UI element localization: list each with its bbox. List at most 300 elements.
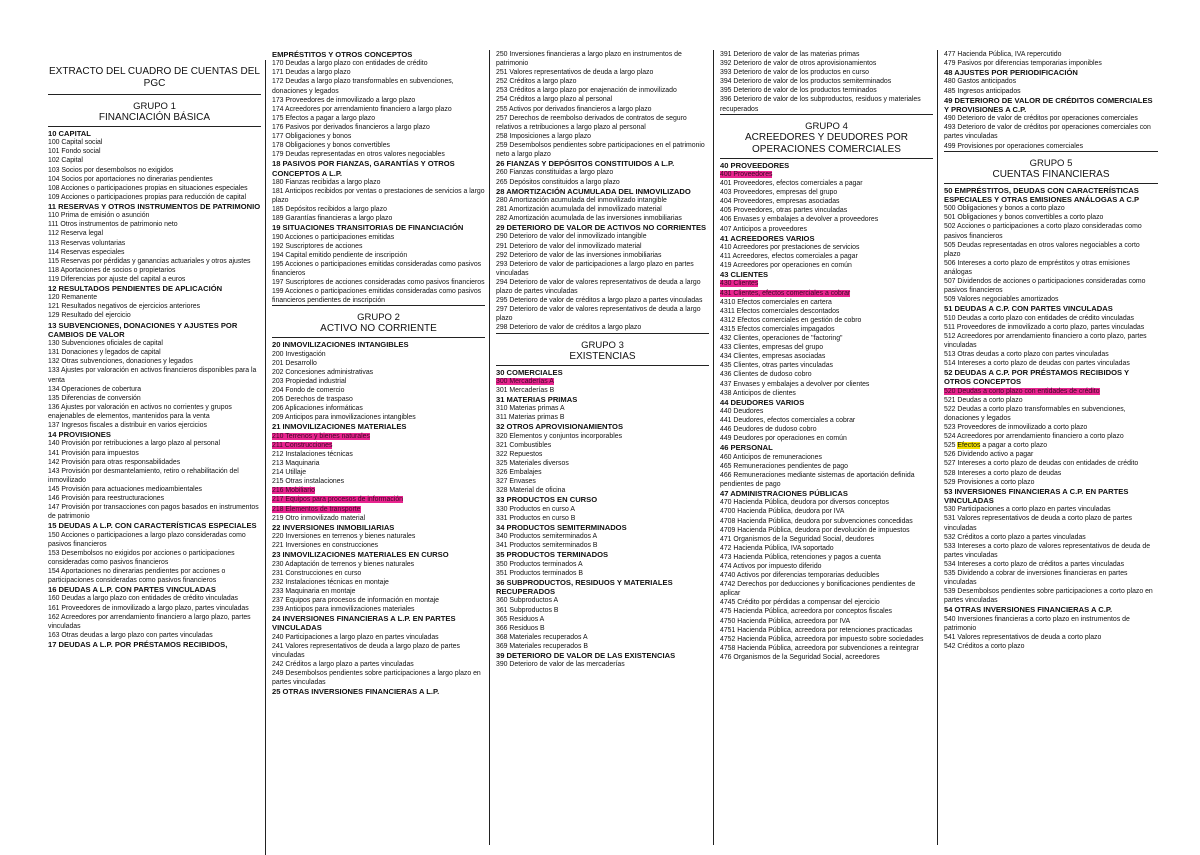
account-line: 4700 Hacienda Pública, deudora por IVA	[720, 508, 845, 516]
account-line: 321 Combustibles	[496, 441, 552, 449]
group-number: GRUPO 2	[357, 312, 400, 324]
account-line: 4745 Crédito por pérdidas a compensar del ejercicio	[720, 599, 880, 607]
column-1	[48, 60, 266, 855]
subgroup-heading: EMPRÉSTITOS Y OTROS CONCEPTOS	[272, 50, 413, 59]
account-line: 395 Deterioro de valor de los productos terminados	[720, 87, 877, 95]
account-line: 120 Remanente	[48, 294, 98, 302]
account-line: 328 Material de oficina	[496, 487, 566, 495]
account-line: 366 Residuos B	[496, 624, 545, 632]
subgroup-heading: 32 OTROS APROVISIONAMIENTOS	[496, 422, 624, 432]
highlight-mark: 400 Proveedores	[720, 170, 773, 178]
account-line: 137 Ingresos fiscales a distribuir en varios ejercicios	[48, 422, 207, 430]
subgroup-heading: 52 DEUDAS A C.P. POR PRÉSTAMOS RECIBIDOS Y OTROS CONCEPTOS	[944, 368, 1129, 387]
subgroup-heading: 25 OTRAS INVERSIONES FINANCIERAS A L.P.	[272, 687, 440, 697]
column-3	[496, 50, 714, 845]
account-line: 260 Fianzas constituidas a largo plazo	[496, 169, 614, 177]
account-line-highlighted	[496, 377, 709, 386]
account-line-highlighted	[720, 289, 933, 298]
account-line: 311 Materias primas B	[496, 414, 565, 422]
account-line: 253 Créditos a largo plazo por enajenación de inmovilizado	[496, 87, 677, 95]
subgroup-heading: 13 SUBVENCIONES, DONACIONES Y AJUSTES POR CAMBIOS DE VALOR	[48, 320, 238, 339]
account-line: 150 Acciones o participaciones a largo plazo consideradas como pasivos financieros	[48, 531, 246, 548]
account-line: 200 Investigación	[272, 350, 326, 358]
account-line: 368 Materiales recuperados A	[496, 633, 588, 641]
group-title: FINANCIACIÓN BÁSICA	[48, 112, 261, 127]
group-header	[272, 305, 485, 338]
account-line: 476 Organismos de la Seguridad Social, acreedores	[720, 653, 880, 661]
account-line: 147 Provisión por transacciones con pagos basados en instrumentos de patrimonio	[48, 504, 259, 521]
account-line: 204 Fondo de comercio	[272, 387, 345, 395]
account-line: 407 Anticipos a proveedores	[720, 225, 807, 233]
subgroup-heading: 14 PROVISIONES	[48, 430, 111, 440]
account-line: 393 Deterioro de valor de los productos en curso	[720, 69, 869, 77]
account-line: 531 Valores representativos de deuda a corto plazo de partes vinculadas	[944, 515, 1132, 532]
group-header	[720, 114, 933, 159]
subgroup-heading: 48 AJUSTES POR PERIODIFICACIÓN	[944, 68, 1078, 78]
account-line: 103 Socios por desembolsos no exigidos	[48, 166, 174, 174]
account-line: 490 Deterioro de valor de créditos por operaciones comerciales	[944, 115, 1138, 123]
account-line: 432 Clientes, operaciones de "factoring"	[720, 335, 843, 343]
account-line: 475 Hacienda Pública, acreedora por conceptos fiscales	[720, 608, 892, 616]
subgroup-heading: 51 DEUDAS A C.P. CON PARTES VINCULADAS	[944, 304, 1113, 314]
account-line: 301 Mercaderías B	[496, 386, 555, 394]
subgroup-heading: 26 FIANZAS Y DEPÓSITOS CONSTITUIDOS A L.P.	[496, 159, 675, 169]
account-line: 320 Elementos y conjuntos incorporables	[496, 432, 623, 440]
subgroup-heading: 40 PROVEEDORES	[720, 160, 790, 170]
highlight-mark: 300 Mercaderías A	[496, 377, 554, 385]
account-line: 4758 Hacienda Pública, acreedora por subvenciones a reintegrar	[720, 644, 919, 652]
account-line: 112 Reserva legal	[48, 230, 104, 238]
account-line: 485 Ingresos anticipados	[944, 87, 1021, 95]
account-line: 129 Resultado del ejercicio	[48, 312, 131, 320]
account-line: 114 Reservas especiales	[48, 248, 125, 256]
subgroup-heading: 20 INMOVILIZACIONES INTANGIBLES	[272, 340, 409, 350]
account-line: 331 Productos en curso B	[496, 514, 576, 522]
account-line: 237 Equipos para procesos de información en montaje	[272, 596, 440, 604]
account-line-highlighted	[944, 387, 1158, 396]
account-line: 390 Deterioro de valor de las mercaderías	[496, 661, 625, 669]
account-line: 405 Proveedores, otras partes vinculadas	[720, 207, 848, 215]
highlight-mark: 211 Construcciones	[272, 441, 333, 449]
account-line: 153 Desembolsos no exigidos por acciones o participaciones consideradas como pasivos financieros	[48, 549, 235, 566]
account-line: 231 Construcciones en curso	[272, 569, 362, 577]
account-line: 438 Anticipos de clientes	[720, 389, 796, 397]
account-line: 535 Dividendo a cobrar de inversiones financieras en partes vinculadas	[944, 570, 1128, 587]
account-line: 239 Anticipos para inmovilizaciones materiales	[272, 605, 415, 613]
account-line: 436 Clientes de dudoso cobro	[720, 371, 812, 379]
account-line: 369 Materiales recuperados B	[496, 642, 588, 650]
account-line: 533 Intereses a corto plazo de valores representativos de deuda de partes vinculadas	[944, 542, 1151, 559]
subgroup-heading: 16 DEUDAS A L.P. CON PARTES VINCULADAS	[48, 585, 216, 595]
account-line: 108 Acciones o participaciones propias en situaciones especiales	[48, 184, 248, 192]
account-line: 205 Derechos de traspaso	[272, 396, 353, 404]
account-line: 110 Prima de emisión o asunción	[48, 212, 150, 220]
account-line: 259 Desembolsos pendientes sobre participaciones en el patrimonio neto a largo plazo	[496, 141, 705, 159]
account-line: 202 Concesiones administrativas	[272, 368, 374, 376]
subgroup-heading: 41 ACREEDORES VARIOS	[720, 233, 815, 243]
account-line: 178 Obligaciones y bonos convertibles	[272, 142, 390, 150]
account-line: 4310 Efectos comerciales en cartera	[720, 298, 832, 306]
account-line: 391 Deterioro de valor de las materias primas	[720, 51, 860, 58]
account-line: 255 Activos por derivados financieros a largo plazo	[496, 105, 652, 113]
subgroup-heading: 12 RESULTADOS PENDIENTES DE APLICACIÓN	[48, 284, 223, 293]
account-line: 403 Proveedores, empresas del grupo	[720, 189, 838, 197]
account-line: 505 Deudas representadas en otros valores negociables a corto plazo	[944, 241, 1140, 258]
account-line: 401 Proveedores, efectos comerciales a pagar	[720, 180, 863, 188]
account-line: 132 Otras subvenciones, donaciones y legados	[48, 358, 193, 366]
subgroup-heading: 24 INVERSIONES FINANCIERAS A L.P. EN PARTES VINCULADAS	[272, 614, 456, 633]
account-line: 471 Organismos de la Seguridad Social, deudores	[720, 535, 874, 543]
account-line: 250 Inversiones financieras a largo plazo en instrumentos de patrimonio	[496, 51, 682, 68]
account-line: 115 Reservas por pérdidas y ganancias actuariales y otros ajustes	[48, 257, 251, 265]
subgroup-heading: 19 SITUACIONES TRANSITORIAS DE FINANCIACIÓN	[272, 223, 464, 233]
account-line: 474 Activos por impuesto diferido	[720, 563, 822, 570]
account-line: 179 Deudas representadas en otros valores negociables	[272, 151, 445, 159]
group-number: GRUPO 5	[1029, 157, 1073, 169]
account-line: 394 Deterioro de valor de los productos semiterminados	[720, 78, 892, 86]
account-line: 502 Acciones o participaciones a corto plazo consideradas como pasivos financieros	[944, 223, 1142, 240]
account-line: 4752 Hacienda Pública, acreedora por impuesto sobre sociedades	[720, 635, 924, 643]
account-line: 173 Proveedores de inmovilizado a largo plazo	[272, 96, 416, 104]
account-line: 214 Utillaje	[272, 469, 307, 477]
account-line: 241 Valores representativos de deuda a largo plazo de partes vinculadas	[272, 642, 460, 659]
account-line: 539 Desembolsos pendientes sobre participaciones a corto plazo en partes vinculadas	[944, 588, 1153, 605]
account-line: 437 Envases y embalajes a devolver por clientes	[720, 380, 870, 388]
group-title: CUENTAS FINANCIERAS	[944, 169, 1158, 184]
account-line: 4740 Activos por diferencias temporarias deducibles	[720, 572, 880, 580]
account-line: 118 Aportaciones de socios o propietarios	[48, 266, 176, 274]
account-line: 435 Clientes, otras partes vinculadas	[720, 362, 833, 370]
account-line: 512 Acreedores por arrendamiento financiero a corto plazo, partes vinculadas	[944, 332, 1147, 349]
account-line: 529 Provisiones a corto plazo	[944, 478, 1035, 486]
account-line: 100 Capital social	[48, 139, 103, 147]
group-title: ACREEDORES Y DEUDORES POR OPERACIONES COMERCIALES	[720, 132, 933, 159]
account-line: 509 Valores negociables amortizados	[944, 296, 1059, 304]
account-line: 176 Pasivos por derivados financieros a largo plazo	[272, 123, 430, 131]
account-line: 540 Inversiones financieras a corto plazo en instrumentos de patrimonio	[944, 615, 1130, 632]
account-line: 209 Anticipos para inmovilizaciones intangibles	[272, 414, 416, 422]
account-line: 135 Diferencias de conversión	[48, 394, 141, 402]
account-line: 524 Acreedores por arrendamiento financiero a corto plazo	[944, 433, 1124, 441]
account-line: 365 Residuos A	[496, 615, 545, 623]
account-line: 441 Deudores, efectos comerciales a cobrar	[720, 417, 856, 425]
subgroup-heading: 39 DETERIORO DE VALOR DE LAS EXISTENCIAS	[496, 651, 676, 661]
account-line: 404 Proveedores, empresas asociadas	[720, 198, 840, 206]
account-line: 233 Maquinaria en montaje	[272, 587, 356, 595]
account-line: 240 Participaciones a largo plazo en partes vinculadas	[272, 633, 439, 641]
subgroup-heading: 36 SUBPRODUCTOS, RESIDUOS Y MATERIALES RECUPERADOS	[496, 577, 673, 597]
account-line: 215 Otras instalaciones	[272, 478, 345, 486]
document-title: EXTRACTO DEL CUADRO DE CUENTAS DEL PGC	[49, 66, 260, 89]
account-line: 141 Provisión para impuestos	[48, 449, 139, 457]
account-line: 189 Garantías financieras a largo plazo	[272, 215, 393, 223]
account-line: 327 Envases	[496, 478, 536, 486]
subgroup-heading: 43 CLIENTES	[720, 270, 769, 280]
account-line: 252 Créditos a largo plazo	[496, 78, 577, 86]
account-line: 4709 Hacienda Pública, deudora por devolución de impuestos	[720, 526, 910, 534]
account-line: 121 Resultados negativos de ejercicios anteriores	[48, 303, 201, 311]
subgroup-heading: 21 INMOVILIZACIONES MATERIALES	[272, 422, 407, 432]
account-line: 212 Instalaciones técnicas	[272, 450, 353, 458]
account-line: 526 Dividendo activo a pagar	[944, 451, 1034, 459]
account-line: 134 Operaciones de cobertura	[48, 385, 142, 393]
account-line: 254 Créditos a largo plazo al personal	[496, 96, 613, 104]
account-line: 4751 Hacienda Pública, acreedora por retenciones practicadas	[720, 626, 913, 634]
highlight-mark: 520 Deudas a corto plazo con entidades de crédito	[944, 387, 1100, 395]
account-line: 4312 Efectos comerciales en gestión de cobro	[720, 316, 862, 324]
account-line: 171 Deudas a largo plazo	[272, 69, 351, 77]
subgroup-heading: 46 PERSONAL	[720, 443, 773, 453]
group-header	[496, 333, 709, 366]
account-line: 4315 Efectos comerciales impagados	[720, 325, 835, 333]
account-line: 411 Acreedores, efectos comerciales a pagar	[720, 253, 858, 260]
subgroup-heading: 34 PRODUCTOS SEMITERMINADOS	[496, 522, 627, 532]
account-line: 527 Intereses a corto plazo de deudas con entidades de crédito	[944, 460, 1139, 468]
account-line-highlighted	[720, 279, 933, 288]
subgroup-heading: 49 DETERIORO DE VALOR DE CRÉDITOS COMERCIALES Y PROVISIONES A C.P.	[944, 95, 1153, 114]
account-line: 102 Capital	[48, 157, 83, 165]
account-line: 477 Hacienda Pública, IVA repercutido	[944, 51, 1062, 58]
account-line: 249 Desembolsos pendientes sobre participaciones a largo plazo en partes vinculadas	[272, 670, 481, 687]
account-line: 522 Deudas a corto plazo transformables en subvenciones, donaciones y legados	[944, 405, 1126, 422]
account-line: 325 Materiales diversos	[496, 460, 569, 468]
account-line: 104 Socios por aportaciones no dinerarias pendientes	[48, 175, 213, 183]
account-line: 242 Créditos a largo plazo a partes vinculadas	[272, 660, 414, 668]
account-line: 131 Donaciones y legados de capital	[48, 349, 161, 357]
subgroup-heading: 17 DEUDAS A L.P. POR PRÉSTAMOS RECIBIDOS,	[48, 639, 228, 649]
account-line: 174 Acreedores por arrendamiento financiero a largo plazo	[272, 105, 452, 113]
account-line: 145 Provisión para actuaciones medioambientales	[48, 485, 202, 493]
account-line: 514 Intereses a corto plazo de deudas con partes vinculadas	[944, 360, 1130, 368]
subgroup-heading: 33 PRODUCTOS EN CURSO	[496, 495, 598, 505]
account-line-highlighted	[720, 170, 933, 179]
account-line-highlighted	[272, 486, 485, 495]
subgroup-heading: 29 DETERIORO DE VALOR DE ACTIVOS NO CORRIENTES	[496, 223, 707, 233]
subgroup-heading: 44 DEUDORES VARIOS	[720, 397, 805, 407]
subgroup-heading: 28 AMORTIZACIÓN ACUMULADA DEL INMOVILIZADO	[496, 186, 691, 196]
account-line-highlighted	[272, 495, 485, 504]
account-line: 493 Deterioro de valor de créditos por operaciones comerciales con partes vinculadas	[944, 124, 1151, 141]
account-line: 501 Obligaciones y bonos convertibles a corto plazo	[944, 214, 1104, 222]
account-line: 213 Maquinaria	[272, 460, 320, 468]
account-line: 281 Amortización acumulada del inmovilizado material	[496, 206, 662, 213]
account-line: 523 Proveedores de inmovilizado a corto plazo	[944, 424, 1088, 432]
account-line: 170 Deudas a largo plazo con entidades de crédito	[272, 60, 428, 68]
account-line: 466 Remuneraciones mediante sistemas de aportación definida pendientes de pago	[720, 471, 915, 488]
account-line: 472 Hacienda Pública, IVA soportado	[720, 544, 834, 552]
account-line: 258 Imposiciones a largo plazo	[496, 132, 591, 140]
account-line: 298 Deterioro de valor de créditos a largo plazo	[496, 324, 642, 332]
group-header	[48, 94, 261, 127]
highlight-mark: 430 Clientes	[720, 280, 759, 288]
account-line: 4311 Efectos comerciales descontados	[720, 307, 840, 315]
highlight-mark: 217 Equipos para procesos de información	[272, 496, 404, 504]
account-line: 201 Desarrollo	[272, 359, 317, 367]
account-line: 109 Acciones o participaciones propias para reducción de capital	[48, 193, 247, 201]
account-line: 136 Ajustes por valoración en activos no corrientes y grupos enajenables de elementos, mantenidos para la venta	[48, 403, 232, 420]
account-text: a pagar a corto plazo	[980, 442, 1048, 450]
account-line: 154 Aportaciones no dinerarias pendientes por acciones o participaciones consideradas como pasivos financieros	[48, 567, 226, 585]
column-4	[720, 50, 938, 845]
account-line: 180 Fianzas recibidas a largo plazo	[272, 178, 381, 186]
account-line: 449 Deudores por operaciones en común	[720, 435, 847, 443]
account-line: 406 Envases y embalajes a devolver a proveedores	[720, 216, 879, 224]
account-line: 499 Provisiones por operaciones comerciales	[944, 142, 1084, 150]
account-line: 511 Proveedores de inmovilizado a corto plazo, partes vinculadas	[944, 323, 1145, 331]
account-line: 113 Reservas voluntarias	[48, 239, 126, 247]
subgroup-heading: 23 INMOVILIZACIONES MATERIALES EN CURSO	[272, 550, 449, 560]
account-line: 506 Intereses a corto plazo de empréstitos y otras emisiones análogas	[944, 259, 1130, 276]
account-line: 410 Acreedores por prestaciones de servicios	[720, 243, 860, 251]
account-line: 361 Subproductos B	[496, 606, 559, 614]
subgroup-heading: 18 PASIVOS POR FIANZAS, GARANTÍAS Y OTROS CONCEPTOS A L.P.	[272, 159, 455, 178]
account-line: 111 Otros instrumentos de patrimonio neto	[48, 221, 178, 229]
subgroup-heading: 15 DEUDAS A L.P. CON CARACTERÍSTICAS ESPECIALES	[48, 521, 257, 531]
account-line: 257 Derechos de reembolso derivados de contratos de seguro relativos a retribuciones a largo plazo al personal	[496, 114, 687, 131]
account-line: 360 Subproductos A	[496, 597, 559, 605]
group-title: EXISTENCIAS	[496, 351, 709, 366]
account-line: 294 Deterioro de valor de valores representativos de deuda a largo plazo de partes vinculadas	[496, 278, 701, 296]
account-line: 434 Clientes, empresas asociadas	[720, 353, 826, 361]
account-line: 195 Acciones o participaciones emitidas consideradas como pasivos financieros	[272, 260, 482, 278]
account-line: 351 Productos terminados B	[496, 569, 583, 577]
account-line: 230 Adaptación de terrenos y bienes naturales	[272, 560, 415, 568]
account-line: 293 Deterioro de valor de participaciones a largo plazo en partes vinculadas	[496, 260, 694, 277]
highlight-mark: 218 Elementos de transporte	[272, 505, 361, 513]
account-line: 133 Ajustes por valoración en activos financieros disponibles para la venta	[48, 367, 257, 384]
account-line-highlighted	[272, 432, 485, 441]
subgroup-heading: 11 RESERVAS Y OTROS INSTRUMENTOS DE PATRIMONIO	[48, 201, 261, 211]
account-line: 143 Provisión por desmantelamiento, retiro o rehabilitación del inmovilizado	[48, 467, 239, 484]
account-line: 232 Instalaciones técnicas en montaje	[272, 578, 389, 586]
account-line: 521 Deudas a corto plazo	[944, 396, 1023, 404]
account-text: 525	[944, 442, 958, 450]
account-line: 219 Otro inmovilizado material	[272, 514, 366, 522]
account-line: 142 Provisión para otras responsabilidades	[48, 458, 181, 466]
account-line: 194 Capital emitido pendiente de inscripción	[272, 251, 408, 259]
subgroup-heading: 35 PRODUCTOS TERMINADOS	[496, 550, 609, 560]
account-line: 322 Repuestos	[496, 450, 543, 458]
account-line: 330 Productos en curso A	[496, 505, 575, 513]
account-line-partial-highlight	[944, 441, 1158, 450]
account-line: 510 Deudas a corto plazo con entidades de crédito vinculadas	[944, 314, 1135, 322]
account-line: 532 Créditos a corto plazo a partes vinculadas	[944, 533, 1086, 541]
account-line: 396 Deterioro de valor de los subproductos, residuos y materiales recuperados	[720, 96, 921, 113]
group-header	[944, 151, 1158, 184]
account-line: 220 Inversiones en terrenos y bienes naturales	[272, 533, 416, 541]
column-5	[944, 50, 1162, 845]
subgroup-heading: 53 INVERSIONES FINANCIERAS A C.P. EN PARTES VINCULADAS	[944, 486, 1129, 506]
account-line: 310 Materias primas A	[496, 405, 565, 413]
group-number: GRUPO 3	[581, 339, 624, 351]
account-line: 221 Inversiones en construcciones	[272, 542, 379, 550]
subgroup-heading: 30 COMERCIALES	[496, 367, 563, 377]
account-line: 460 Anticipos de remuneraciones	[720, 453, 822, 461]
account-line-highlighted	[272, 505, 485, 514]
yellow-highlight-mark: Efectos	[957, 442, 981, 450]
account-line: 534 Intereses a corto plazo de créditos a partes vinculadas	[944, 560, 1125, 568]
account-line: 282 Amortización acumulada de las inversiones inmobiliarias	[496, 215, 682, 223]
account-line: 190 Acciones o participaciones emitidas	[272, 233, 395, 241]
account-line: 291 Deterioro de valor del inmovilizado material	[496, 242, 642, 250]
subgroup-heading: 22 INVERSIONES INMOBILIARIAS	[272, 522, 395, 532]
account-line: 440 Deudores	[720, 408, 764, 415]
account-line: 341 Productos semiterminados B	[496, 542, 598, 550]
account-line: 161 Proveedores de inmovilizado a largo plazo, partes vinculadas	[48, 604, 249, 612]
account-line: 290 Deterioro de valor del inmovilizado intangible	[496, 233, 647, 241]
account-line: 295 Deterioro de valor de créditos a largo plazo a partes vinculadas	[496, 297, 703, 305]
account-line: 541 Valores representativos de deuda a corto plazo	[944, 633, 1102, 641]
account-line: 473 Hacienda Pública, retenciones y pagos a cuenta	[720, 553, 881, 561]
group-number: GRUPO 1	[133, 101, 176, 112]
account-line-highlighted	[272, 441, 485, 450]
account-line: 251 Valores representativos de deuda a largo plazo	[496, 69, 654, 77]
account-line: 500 Obligaciones y bonos a corto plazo	[944, 205, 1065, 213]
account-line: 542 Créditos a corto plazo	[944, 642, 1025, 650]
account-line: 4708 Hacienda Pública, deudora por subvenciones concedidas	[720, 517, 913, 525]
account-line: 4742 Derechos por deducciones y bonificaciones pendientes de aplicar	[720, 581, 916, 598]
account-line: 479 Pasivos por diferencias temporarias imponibles	[944, 60, 1102, 68]
subgroup-heading: 31 MATERIAS PRIMAS	[496, 395, 578, 404]
subgroup-heading: 47 ADMINISTRACIONES PÚBLICAS	[720, 489, 848, 499]
account-line: 340 Productos semiterminados A	[496, 533, 598, 541]
account-line: 419 Acreedores por operaciones en común	[720, 262, 852, 270]
account-line: 297 Deterioro de valor de valores representativos de deuda a largo plazo	[496, 306, 701, 323]
account-line: 119 Diferencias por ajuste del capital a euros	[48, 275, 186, 283]
subgroup-heading: 54 OTRAS INVERSIONES FINANCIERAS A C.P.	[944, 605, 1113, 615]
account-line: 162 Acreedores por arrendamiento financiero a largo plazo, partes vinculadas	[48, 613, 251, 630]
highlight-mark: 216 Mobiliario	[272, 487, 315, 495]
account-line: 326 Embalajes	[496, 469, 542, 477]
account-line: 265 Depósitos constituidos a largo plazo	[496, 178, 620, 186]
group-number: GRUPO 4	[805, 120, 848, 132]
account-line: 163 Otras deudas a largo plazo con partes vinculadas	[48, 631, 213, 639]
account-line: 280 Amortización acumulada del inmovilizado intangible	[496, 196, 667, 204]
account-line: 192 Suscriptores de acciones	[272, 242, 363, 250]
account-line: 433 Clientes, empresas del grupo	[720, 344, 824, 352]
account-line: 197 Suscriptores de acciones consideradas como pasivos financieros	[272, 279, 485, 287]
account-line: 146 Provisión para reestructuraciones	[48, 494, 165, 502]
account-line: 528 Intereses a corto plazo de deudas	[944, 469, 1062, 477]
account-line: 160 Deudas a largo plazo con entidades de crédito vinculadas	[48, 595, 239, 603]
subgroup-heading: 50 EMPRÉSTITOS, DEUDAS CON CARACTERÍSTICAS ESPECIALES Y OTRAS EMISIONES ANÁLOGAS A C.P	[944, 185, 1140, 204]
account-line: 101 Fondo social	[48, 148, 101, 156]
account-line: 392 Deterioro de valor de otros aprovisionamientos	[720, 60, 877, 68]
account-line: 446 Deudores de dudoso cobro	[720, 426, 817, 434]
account-line: 507 Dividendos de acciones o participaciones consideradas como pasivos financieros	[944, 277, 1146, 295]
account-line: 465 Remuneraciones pendientes de pago	[720, 462, 848, 470]
account-line: 177 Obligaciones y bonos	[272, 133, 352, 141]
account-line: 350 Productos terminados A	[496, 560, 583, 568]
highlight-mark: 210 Terrenos y bienes naturales	[272, 432, 370, 440]
column-2	[272, 50, 490, 845]
account-line: 480 Gastos anticipados	[944, 78, 1017, 86]
account-line: 470 Hacienda Pública, deudora por diversos conceptos	[720, 499, 889, 507]
account-line: 130 Subvenciones oficiales de capital	[48, 340, 163, 348]
account-line: 203 Propiedad industrial	[272, 378, 347, 386]
account-line: 4750 Hacienda Pública, acreedora por IVA	[720, 617, 851, 625]
account-line: 206 Aplicaciones informáticas	[272, 405, 363, 413]
account-line: 530 Participaciones a corto plazo en partes vinculadas	[944, 506, 1111, 514]
group-title: ACTIVO NO CORRIENTE	[272, 323, 485, 338]
account-line: 172 Deudas a largo plazo transformables en subvenciones, donaciones y legados	[272, 78, 454, 95]
account-line: 175 Efectos a pagar a largo plazo	[272, 114, 376, 122]
account-line: 185 Depósitos recibidos a largo plazo	[272, 206, 387, 214]
account-line: 181 Anticipos recibidos por ventas o prestaciones de servicios a largo plazo	[272, 188, 485, 205]
highlight-mark: 431 Clientes, efectos comerciales a cobrar	[720, 289, 851, 297]
account-line: 513 Otras deudas a corto plazo con partes vinculadas	[944, 350, 1109, 358]
account-line: 292 Deterioro de valor de las inversiones inmobiliarias	[496, 251, 662, 259]
